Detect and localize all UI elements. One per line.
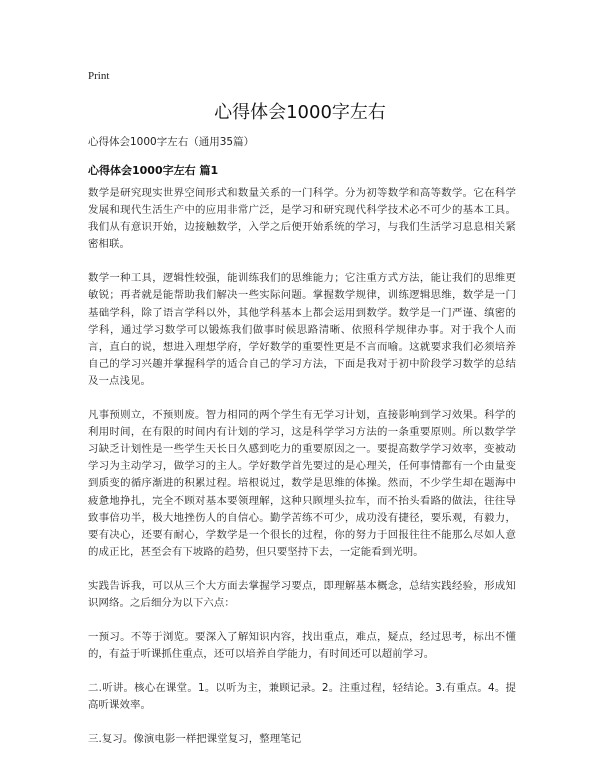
- paragraph: 数学一种工具，逻辑性较强，能训练我们的思维能力；它注重方式方法，能让我们的思维更敏锐；再者就是能帮助我们解决一些实际问题。掌握数学规律，训练逻辑思维，数学是一门基础学科，除了语言学科以外，其他学科基本上都会运用到数学。数学是一门严谨、缜密的学科，通过学习数学可以锻炼我们做事时候思路清晰、依照科学规律办事。对于我个人而言，直白的说，想进入理想学府，学好数学的重要性更是不言而喻。这就要求我们必须培养自己的学习兴趣并掌握科学的适合自己的学习方法，下面是我对于初中阶段学习数学的总结及一点浅见。: [88, 272, 516, 387]
- paragraph: 一预习。不等于浏览。要深入了解知识内容，找出重点，难点，疑点，经过思考，标出不懂的，有益于听课抓住重点，还可以培养自学能力，有时间还可以超前学习。: [88, 631, 516, 661]
- section-heading: 心得体会1000字左右 篇1: [88, 164, 219, 177]
- paragraph: 数学是研究现实世界空间形式和数量关系的一门科学。分为初等数学和高等数学。它在科学发展和现代生活生产中的应用非常广泛，是学习和研究现代科学技术必不可少的基本工具。我们从有意识开始，边接触数学，入学之后便开始系统的学习，与我们生活学习息息相关紧密相联。: [88, 187, 516, 251]
- paragraph: 实践告诉我，可以从三个大方面去掌握学习要点，即理解基本概念，总结实践经验，形成知识网络。之后细分为以下六点：: [88, 579, 516, 609]
- paragraph: 凡事预则立，不预则废。智力相同的两个学生有无学习计划，直接影响到学习效果。科学的利用时间，在有限的时间内有计划的学习，这是科学学习方法的一条重要原则。所以数学学习缺乏计划性是一些学生天长日久感到吃力的重要原因之一。要提高数学学习效率，变被动学习为主动学习，做学习的主人。学好数学首先要过的是心理关，任何事情都有一个由量变到质变的循序渐进的积累过程。培根说过，数学是思维的体操。然而，不少学生却在题海中疲惫地挣扎，完全不顾对基本要领理解，这种只顾埋头拉车，而不抬头看路的做法，往往导致事倍功半，极大地挫伤人的自信心。勤学苦练不可少，成功没有捷径，要乐观，有毅力，要有决心，还要有耐心，学数学是一个很长的过程，你的努力于回报往往不能那么尽如人意的成正比，甚至会有下坡路的趋势，但只要坚持下去，一定能看到光明。: [88, 409, 516, 558]
- paragraph: 二.听讲。核心在课堂。1。以听为主，兼顾记录。2。注重过程，轻结论。3.有重点。4。提高听课效率。: [88, 682, 516, 712]
- document-body: [88, 185, 516, 766]
- print-link[interactable]: Print: [88, 70, 110, 82]
- document-subtitle: 心得体会1000字左右（通用35篇）: [88, 136, 255, 148]
- paragraph: 三.复习。像演电影一样把课堂复习，整理笔记: [88, 733, 302, 746]
- document-title: 心得体会1000字左右: [214, 102, 386, 123]
